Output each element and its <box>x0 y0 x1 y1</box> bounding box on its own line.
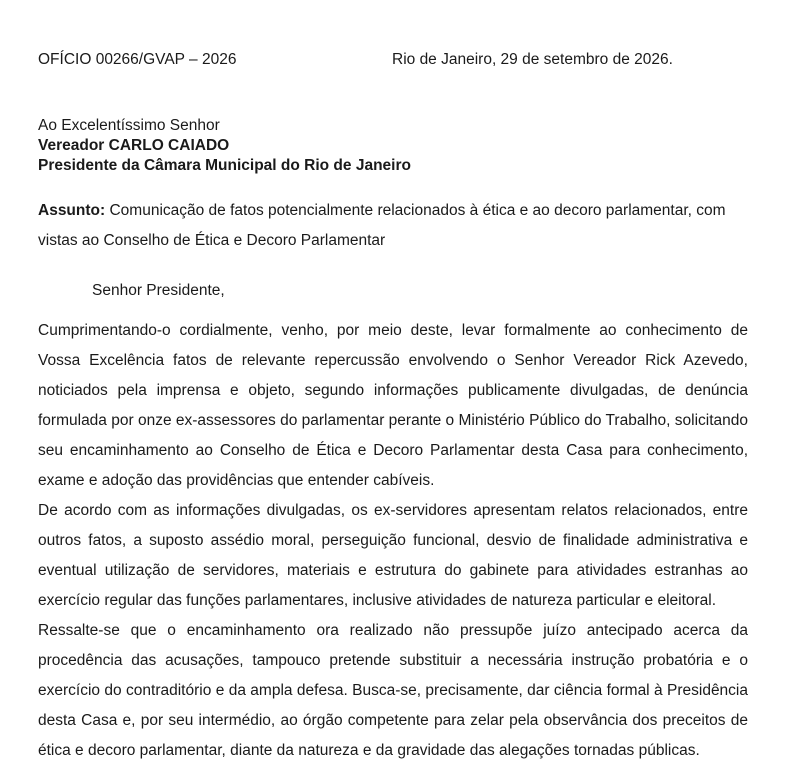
oficio-reference: OFÍCIO 00266/GVAP – 2026 <box>38 51 237 68</box>
salutation: Senhor Presidente, <box>92 282 225 299</box>
addressee-greeting: Ao Excelentíssimo Senhor <box>38 117 220 134</box>
subject-label: Assunto: <box>38 202 106 219</box>
subject-line <box>38 196 754 256</box>
body-paragraph: Ressalte-se que o encaminhamento ora realizado não pressupõe juízo antecipado acerca da procedência das acusações, tampouco pretende substituir a necessária instrução probatória e o exercício do contraditório e da ampla defesa. Busca-se, precisamente, dar ciência formal à Presidência desta Casa e, por seu intermédio, ao órgão competente para zelar pela observância dos preceitos de ética e decoro parlamentar, diante da natureza e da gravidade das alegações tornadas públicas. <box>38 622 748 759</box>
subject-text: Comunicação de fatos potencialmente relacionados à ética e ao decoro parlamentar, com vistas ao Conselho de Ética e Decoro Parlamentar <box>38 202 726 249</box>
letter-body <box>38 316 748 766</box>
addressee-name: Vereador CARLO CAIADO <box>38 137 230 154</box>
place-date: Rio de Janeiro, 29 de setembro de 2026. <box>392 51 673 68</box>
addressee-title: Presidente da Câmara Municipal do Rio de Janeiro <box>38 157 411 174</box>
body-paragraph: De acordo com as informações divulgadas, os ex-servidores apresentam relatos relacionados, entre outros fatos, a suposto assédio moral, perseguição funcional, desvio de finalidade administrativa e eventual utilização de servidores, materiais e estrutura do gabinete para atividades estranhas ao exercício regular das funções parlamentares, inclusive atividades de natureza particular e eleitoral. <box>38 502 748 609</box>
addressee-block <box>38 116 411 176</box>
body-paragraph: Cumprimentando-o cordialmente, venho, por meio deste, levar formalmente ao conhecimento de Vossa Excelência fatos de relevante repercussão envolvendo o Senhor Vereador Rick Azevedo, noticiados pela imprensa e objeto, segundo informações publicamente divulgadas, de denúncia formulada por onze ex-assessores do parlamentar perante o Ministério Público do Trabalho, solicitando seu encaminhamento ao Conselho de Ética e Decoro Parlamentar desta Casa para conhecimento, exame e adoção das providências que entender cabíveis. <box>38 322 748 489</box>
